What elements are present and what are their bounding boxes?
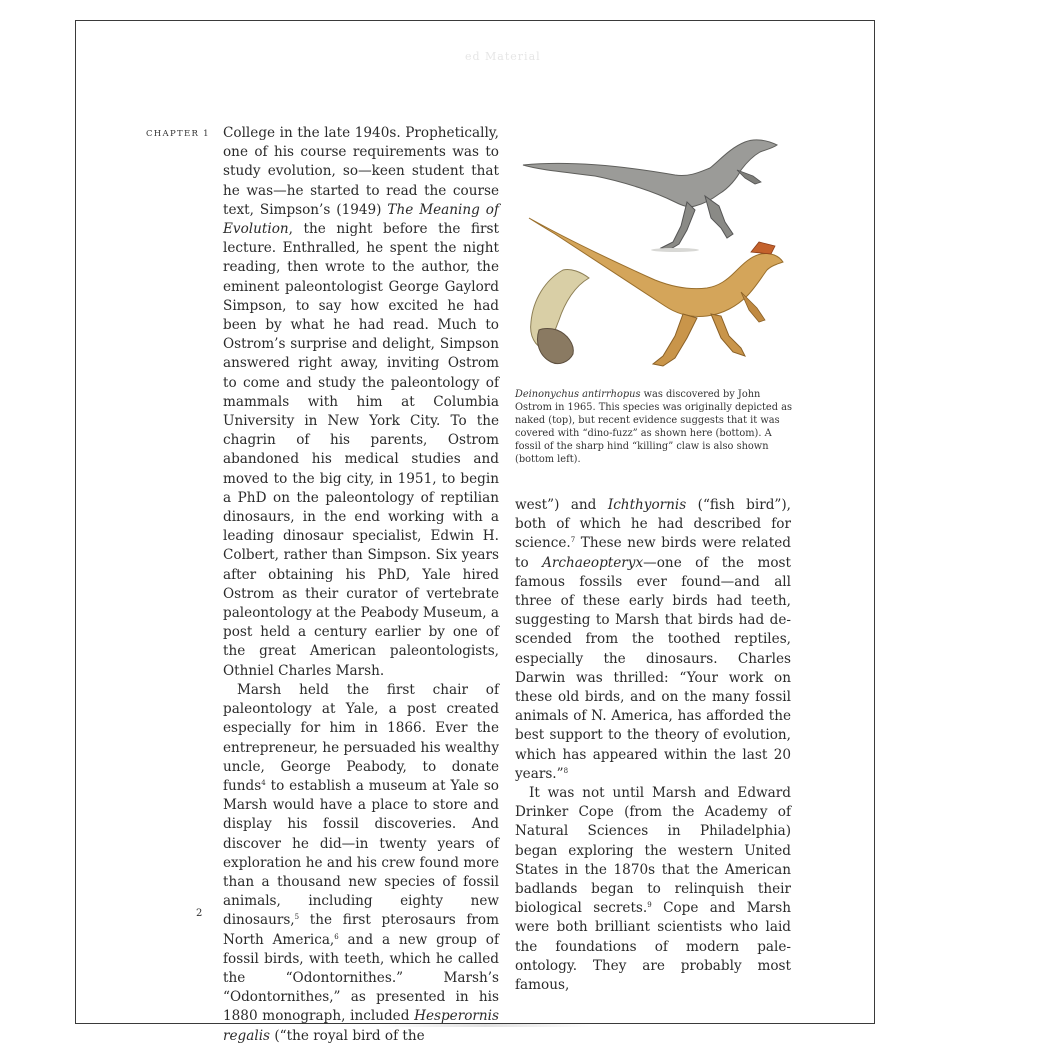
footnote-ref: 5: [294, 913, 300, 922]
text-run: —one of the most famous fossils ever found—and all three of these early birds had teeth, suggesting to Marsh that birds had descended from the toothed reptiles, especially the dinosaurs. Charles Darwin was thrilled: “Your work on these old birds, and on the many fossil animals of N. America, has afforded the best support to the theory of evolution, which has appeared within the last 20 years.”: [515, 554, 791, 782]
dinosaur-figure: [515, 130, 791, 380]
page-shadow: [380, 1024, 590, 1027]
figure-caption: [515, 388, 793, 466]
right-column-text: [515, 496, 791, 995]
text-run: It was not until Marsh and Edward Drinker Cope (from the Academy of Natural Sciences in Philadelphia) began exploring the western United States in the 1870s that the American badlands began to relinquish their biological secrets.: [515, 785, 791, 917]
footnote-ref: 7: [570, 536, 576, 545]
caption-text: was discovered by John Ostrom in 1965. This species was originally depicted as naked (top), but recent evidence suggests that it was covered with “dino-fuzz” as shown here (bottom). A fossil of the sharp hind “killing” claw is also shown (bottom left).: [515, 389, 792, 465]
text-run: Marsh held the first chair of paleontology at Yale, a post created especially for him in 1866. Ever the entrepreneur, he persuaded his wealthy uncle, George Peabody, to donate funds: [223, 681, 499, 794]
paragraph-1: [223, 124, 499, 681]
text-run: (“the royal bird of the: [270, 1027, 425, 1044]
killing-claw-fossil: [531, 269, 589, 363]
text-run: (“fish bird”), both of which he had described for science.: [515, 497, 791, 552]
text-run: west”) and: [515, 497, 608, 513]
paragraph-3: [515, 496, 791, 784]
text-run: and a new group of fossil birds, with teeth, which he called the “Odontornithes.” Marsh’s “Odontornithes,” as presented in his 1880 monograph, included: [223, 931, 499, 1025]
paragraph-4: [515, 784, 791, 995]
species-name: Archaeopteryx: [542, 554, 644, 571]
book-title: The Meaning of Evolution: [223, 201, 499, 238]
left-column-text: [223, 124, 499, 1046]
text-run: These new birds were related to: [515, 535, 791, 571]
text-run: the first pterosaurs from North America,: [223, 912, 499, 948]
footnote-ref: 6: [334, 932, 339, 941]
footnote-ref: 4: [261, 778, 266, 787]
chapter-label: CHAPTER 1: [146, 129, 210, 139]
footnote-ref: 8: [563, 766, 569, 775]
text-run: Cope and Marsh were both brilliant scientists who laid the foundations of modern paleontology. They are probably most famous,: [515, 900, 792, 994]
caption-species-name: Deinonychus antirrhopus: [515, 389, 641, 400]
watermark: ed Material: [465, 50, 541, 63]
text-run: College in the late 1940s. Prophetically, one of his course requirements was to study evolution, so—keen student that he was—he started to read the course text, Simpson’s (1949): [223, 125, 499, 218]
text-run: , the night before the first lecture. Enthralled, he spent the night reading, then wrote to the author, the eminent paleontologist George Gaylord Simpson, to say how excited he had been by what he had read. Much to Ostrom’s surprise and delight, Simpson answered right away, inviting Ostrom to come and study the paleontology of mammals with him at Columbia University in New York City. To the chagrin of his parents, Ostrom abandoned his medical studies and moved to the big city, in 1951, to begin a PhD on the paleontology of reptilian dinosaurs, in the end working with a leading dinosaur specialist, Edwin H. Colbert, rather than Simpson. Six years after obtaining his PhD, Yale hired Ostrom as their curator of vertebrate paleontology at the Peabody Museum, a post held a century earlier by one of the great American paleontologists, Othniel Charles Marsh.: [223, 221, 499, 679]
species-name: Ichthyornis: [607, 497, 687, 513]
page-number: 2: [196, 908, 203, 919]
footnote-ref: 9: [647, 901, 652, 910]
paragraph-2: [223, 681, 499, 1046]
species-name: Hesperornis regalis: [223, 1008, 499, 1044]
text-run: to establish a museum at Yale so Marsh would have a place to store and display his fossil discoveries. And discover he did—in twenty years of exploration he and his crew found more than a thousand new species of fossil animals, including eighty new dinosaurs,: [223, 777, 499, 929]
deinonychus-illustration: [515, 130, 791, 380]
